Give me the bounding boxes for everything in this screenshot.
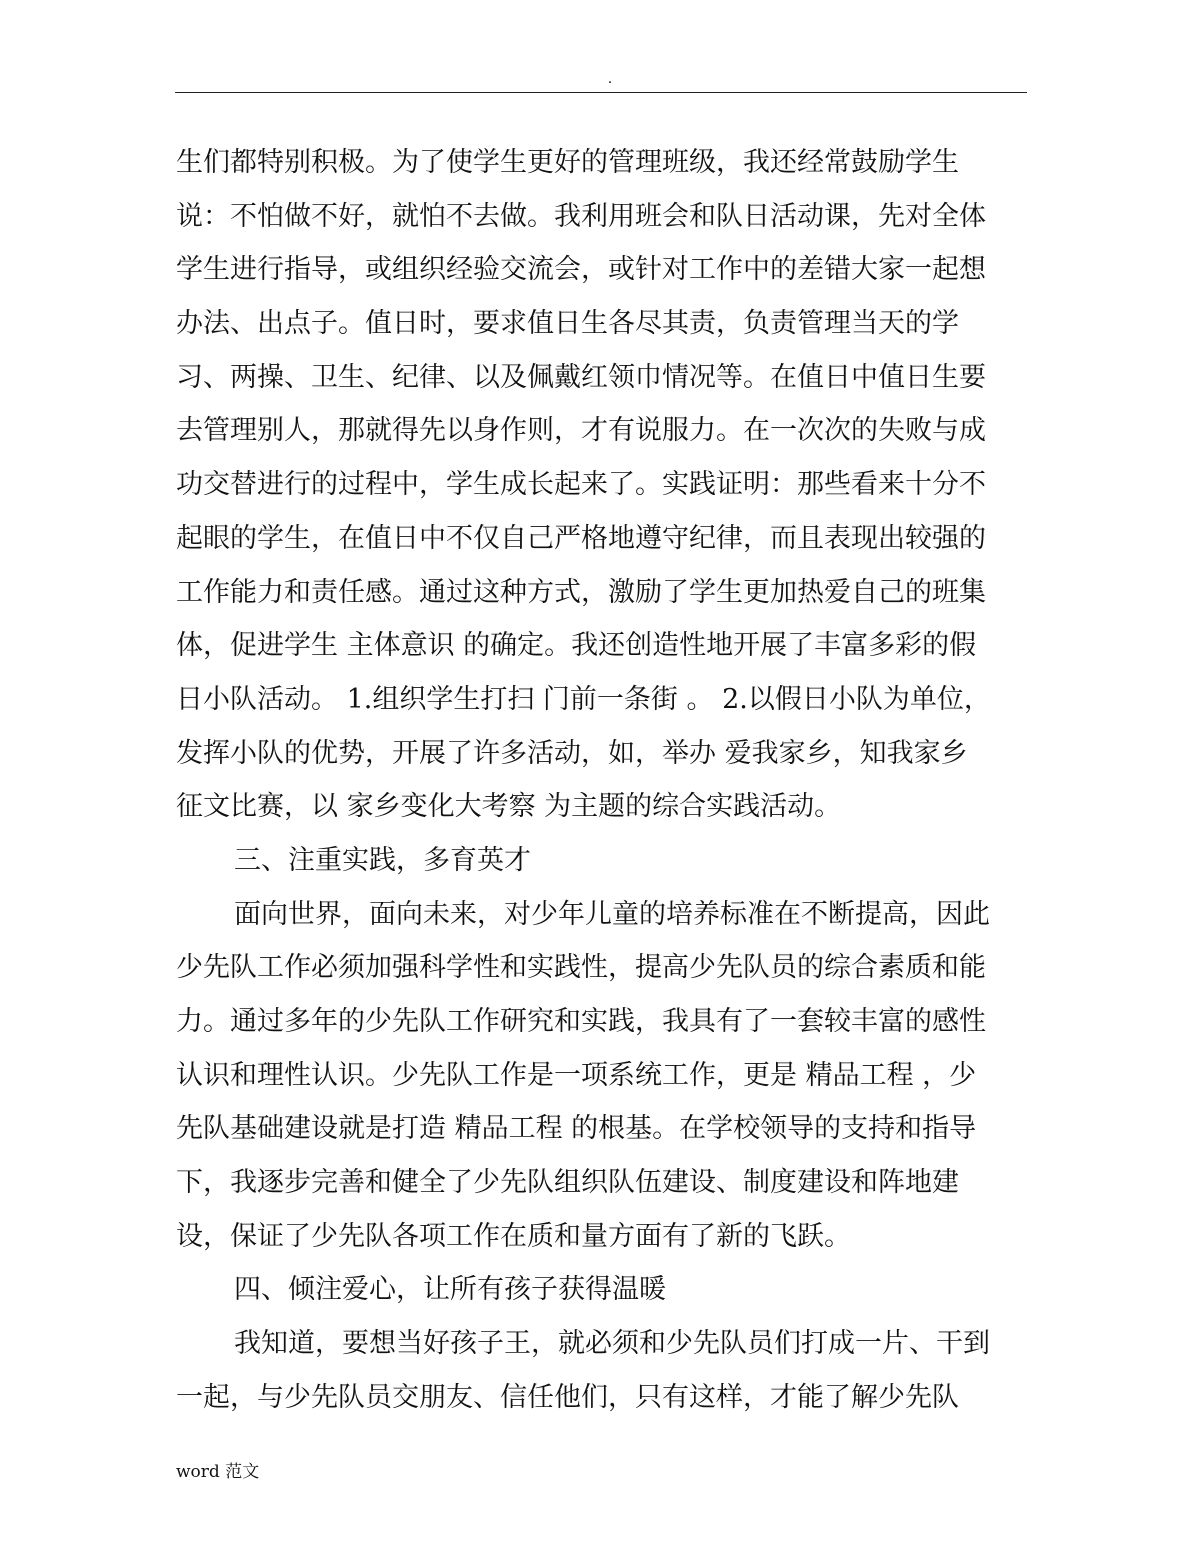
text-line: 日小队活动。 1.组织学生打扫 门前一条街 。 2.以假日小队为单位， <box>176 683 991 715</box>
paragraph-start-line: 三、注重实践，多育英才 <box>234 844 531 876</box>
text-line: 一起，与少先队员交朋友、信任他们，只有这样，才能了解少先队 <box>176 1381 959 1413</box>
text-line: 体，促进学生 主体意识 的确定。我还创造性地开展了丰富多彩的假 <box>176 630 977 662</box>
header-mark: . <box>607 71 613 87</box>
text-line: 习、两操、卫生、纪律、以及佩戴红领巾情况等。在值日中值日生要 <box>176 361 986 393</box>
text-line: 征文比赛，以 家乡变化大考察 为主题的综合实践活动。 <box>176 791 842 823</box>
text-line: 先队基础建设就是打造 精品工程 的根基。在学校领导的支持和指导 <box>176 1113 977 1145</box>
text-line: 力。通过多年的少先队工作研究和实践，我具有了一套较丰富的感性 <box>176 1006 986 1037</box>
footer-label: word 范文 <box>176 1462 260 1482</box>
text-line: 办法、出点子。值日时，要求值日生各尽其责，负责管理当天的学 <box>176 308 959 340</box>
document-body <box>176 136 1026 1425</box>
text-line: 下，我逐步完善和健全了少先队组织队伍建设、制度建设和阵地建 <box>176 1167 959 1199</box>
text-line: 去管理别人，那就得先以身作则，才有说服力。在一次次的失败与成 <box>176 415 986 447</box>
text-line: 发挥小队的优势，开展了许多活动，如，举办 爱我家乡，知我家乡 <box>176 737 968 769</box>
paragraph-start-line: 面向世界，面向未来，对少年儿童的培养标准在不断提高，因此 <box>234 898 990 930</box>
text-line: 功交替进行的过程中，学生成长起来了。实践证明：那些看来十分不 <box>176 469 986 501</box>
paragraph-start-line: 我知道，要想当好孩子王，就必须和少先队员们打成一片、干到 <box>234 1328 990 1360</box>
text-line: 生们都特别积极。为了使学生更好的管理班级，我还经常鼓励学生 <box>176 147 959 178</box>
text-line: 起眼的学生，在值日中不仅自己严格地遵守纪律，而且表现出较强的 <box>176 522 986 554</box>
header-rule <box>175 92 1027 93</box>
text-line: 工作能力和责任感。通过这种方式，激励了学生更加热爱自己的班集 <box>176 576 986 608</box>
text-line: 少先队工作必须加强科学性和实践性，提高少先队员的综合素质和能 <box>176 952 986 984</box>
text-line: 学生进行指导，或组织经验交流会，或针对工作中的差错大家一起想 <box>176 254 986 286</box>
paragraph-start-line: 四、倾注爱心，让所有孩子获得温暖 <box>234 1274 666 1306</box>
text-line: 设，保证了少先队各项工作在质和量方面有了新的飞跃。 <box>176 1220 851 1252</box>
text-line: 认识和理性认识。少先队工作是一项系统工作，更是 精品工程 ，少 <box>176 1059 977 1091</box>
text-line: 说：不怕做不好，就怕不去做。我利用班会和队日活动课，先对全体 <box>176 200 986 232</box>
